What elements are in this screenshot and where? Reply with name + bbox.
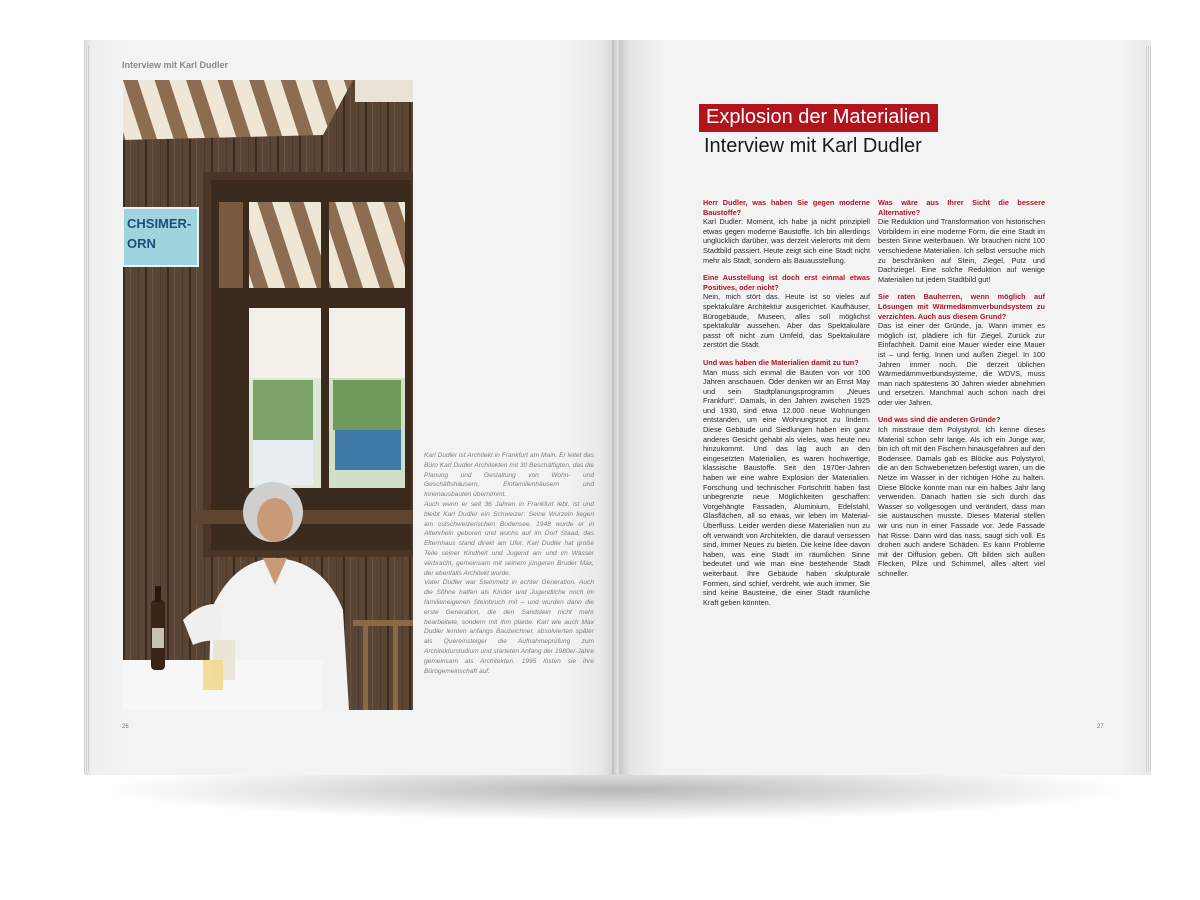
article-subtitle: Interview mit Karl Dudler: [704, 135, 922, 157]
qa-block: [703, 273, 870, 350]
running-head: Interview mit Karl Dudler: [122, 60, 229, 70]
page-edge-left: [84, 46, 89, 771]
text-column-1: [703, 198, 870, 615]
answer: Man muss sich einmal die Bauten von vor 100 Jahren anschauen. Oder denken wir an Ernst May und sein Stadtplanungsprogramm „Neues Frankfurt“. Damals, in den Jahren zwischen 1925 und 1930, sind etwa 12.000 neue Wohnungen entstanden, um eine Wohnungsnot zu lindern. Diese Gebäude und Siedlungen haben ein ganz anderes Gesicht gehabt als vieles, was heute neu hinzukommt. Und das lag auch an den eingesetzten Materialien, es waren hochwertige, klassische Baustoffe. Seit den 1970er-Jahren haben wir eine wahre Explosion der Materialien. Forschung und technischer Fortschritt haben fast unbegrenzte neue Möglichkeiten geschaffen: Vorgehängte Fassaden, Aluminium, Edelstahl, Glasflächen, all so etwas, wir leben im Material-Überfluss. Leider werden diese Materialien nun zu oft verwandt von Architekten, die darauf versessen sind, immer Neues zu bieten. Die keine Idee davon haben, was eine Stadt im räumlichen Sinne bedeutet und wie man eine bestehende Stadt weiterbaut. Ihre Gebäude haben skulpturale Formen, sind schief, verdreht, wie auch immer. Sie sind keine Bausteine, die einer Stadt räumliche Kraft geben könnten.: [703, 367, 870, 607]
page-edge-right: [1146, 46, 1151, 771]
answer: Ich misstraue dem Polystyrol. Ich kenne dieses Material schon sehr lange. Als ich ein Junge war, bin ich oft mit den Fischern hinausgefahren auf den Bodensee. Damals gab es Blöcke aus Polystyrol, die an den Schwebenetzen befestigt waren, um die Netze im Wasser in der richtigen Höhe zu halten. Diese Blöcke konnte man nur ein halbes Jahr lang verwenden. Danach hatten sie sich durch das Wasser so vollgesogen und verändert, dass man sie austauschen musste. Dieses Material stellen wir uns nun in einer Fassade vor. Jede Fassade hat Risse. Dann wird das nass, saugt sich voll. Es drohen auch andere Schäden. Es kann Probleme mit der Diffusion geben. Oft bilden sich außen Flecken, Pilze und Schimmel, alles altert viel schneller.: [878, 425, 1045, 578]
photo-sign: CHSIMER-: [127, 216, 192, 231]
article-title: Explosion der Materialien: [706, 106, 931, 128]
page-number-left: 26: [122, 724, 129, 730]
portrait-photo: [123, 80, 413, 710]
qa-block: [703, 358, 870, 607]
caption-paragraph: Auch wenn er seit 36 Jahren in Frankfurt lebt, ist und bleibt Karl Dudler ein Schweizer: Seine Wurzeln liegen am ostschweizerischen Bodensee. 1948 wurde er in Altenrhein geboren und wuchs auf im Dorf Staad, das Elternhaus stand direkt am Ufer. Karl Dudler hat große Teile seiner Kindheit und Jugend am und im Wasser verbracht, gemeinsam mit seinem jüngeren Bruder Max, der ebenfalls Architekt wurde.: [424, 500, 594, 577]
left-page: [84, 40, 615, 775]
question: Sie raten Bauherren, wenn möglich auf Lösungen mit Wärmedämmverbundsystem zu verzichten. Auch aus diesem Grund?: [878, 292, 1045, 321]
answer: Nein, mich stört das. Heute ist so vieles auf spektakuläre Architektur ausgerichtet. Kaufhäuser, Bürogebäude, Museen, alles soll möglichst spektakulär aussehen. Aber das Spektakuläre passt oft nicht zum Umfeld, das Spektakuläre zerstört die Stadt.: [703, 292, 870, 350]
question: Eine Ausstellung ist doch erst einmal etwas Positives, oder nicht?: [703, 273, 870, 292]
question: Und was sind die anderen Gründe?: [878, 415, 1001, 425]
svg-text:ORN: ORN: [127, 236, 156, 251]
question: Herr Dudler, was haben Sie gegen moderne Baustoffe?: [703, 198, 870, 217]
photo-caption: [424, 451, 594, 676]
text-column-2: [878, 198, 1045, 587]
caption-paragraph: Karl Dudler ist Architekt in Frankfurt am Main. Er leitet das Büro Karl Dudler Architekten mit 30 Beschäftigten, das die Planung und Gestaltung von Wohn- und Geschäftshäusern, Einfamilienhäusern und Innenausbauten übernimmt.: [424, 452, 594, 499]
answer: Karl Dudler: Moment, ich habe ja nicht prinzipiell etwas gegen moderne Baustoffe. Ich bin allerdings unglücklich darüber, was derzeit vielerorts mit dem Stadtbild passiert. Heute zeigt sich eine Stadt nicht mehr als Stadt, sondern als Bauausstellung.: [703, 217, 870, 265]
answer: Das ist einer der Gründe, ja. Wann immer es möglich ist, plädiere ich für Ziegel. Zurück zur Einfachheit. Damit eine Mauer wieder eine Mauer ist – und fertig. Innen und außen Ziegel. In 100 Jahren immer noch. Die derzeit üblichen Wärmedämmverbundsysteme, die WDVS, muss man nach spätestens 30 Jahren wieder abnehmen und ersetzen. Manchmal auch schon nach drei oder vier Jahren.: [878, 321, 1045, 407]
question: Und was haben die Materialien damit zu tun?: [703, 357, 859, 367]
answer: Die Reduktion und Transformation von historischen Vorbildern in eine moderne Form, die eine Stadt im besten Sinne weiterbauen. Wir brauchen nicht 100 verschiedene Materialien. Ich selbst versuche mich zu beschränken auf Stein, Ziegel, Putz und Dachziegel. Eine solche Reduktion auf wenige Materialien tut jedem Stadtbild gut!: [878, 217, 1045, 284]
right-page: [619, 40, 1151, 775]
caption-paragraph: Vater Dudler war Steinmetz in achter Generation. Auch die Söhne halfen als Kinder und Jugendliche noch im familieneigenen Steinbruch mit – und wurden dann die erste Generation, die den Sandstein nicht mehr bearbeitete, sondern mit ihm plante. Karl wie auch Max Dudler lernten anfangs Bauzeichner, absolvierten später als Quereinsteiger die Aufnahmeprüfung zum Architekturstudium und starteten Anfang der 1980er-Jahre gemeinsam als Architekten. 1995 lösten sie ihre Bürogemeinschaft auf.: [424, 579, 594, 675]
qa-block: [878, 415, 1045, 578]
question: Was wäre aus Ihrer Sicht die bessere Alternative?: [878, 198, 1045, 217]
title-bar: [699, 104, 938, 132]
page-number-right: 27: [1097, 724, 1104, 730]
qa-block: [703, 198, 870, 265]
qa-block: [878, 198, 1045, 284]
qa-block: [878, 292, 1045, 407]
